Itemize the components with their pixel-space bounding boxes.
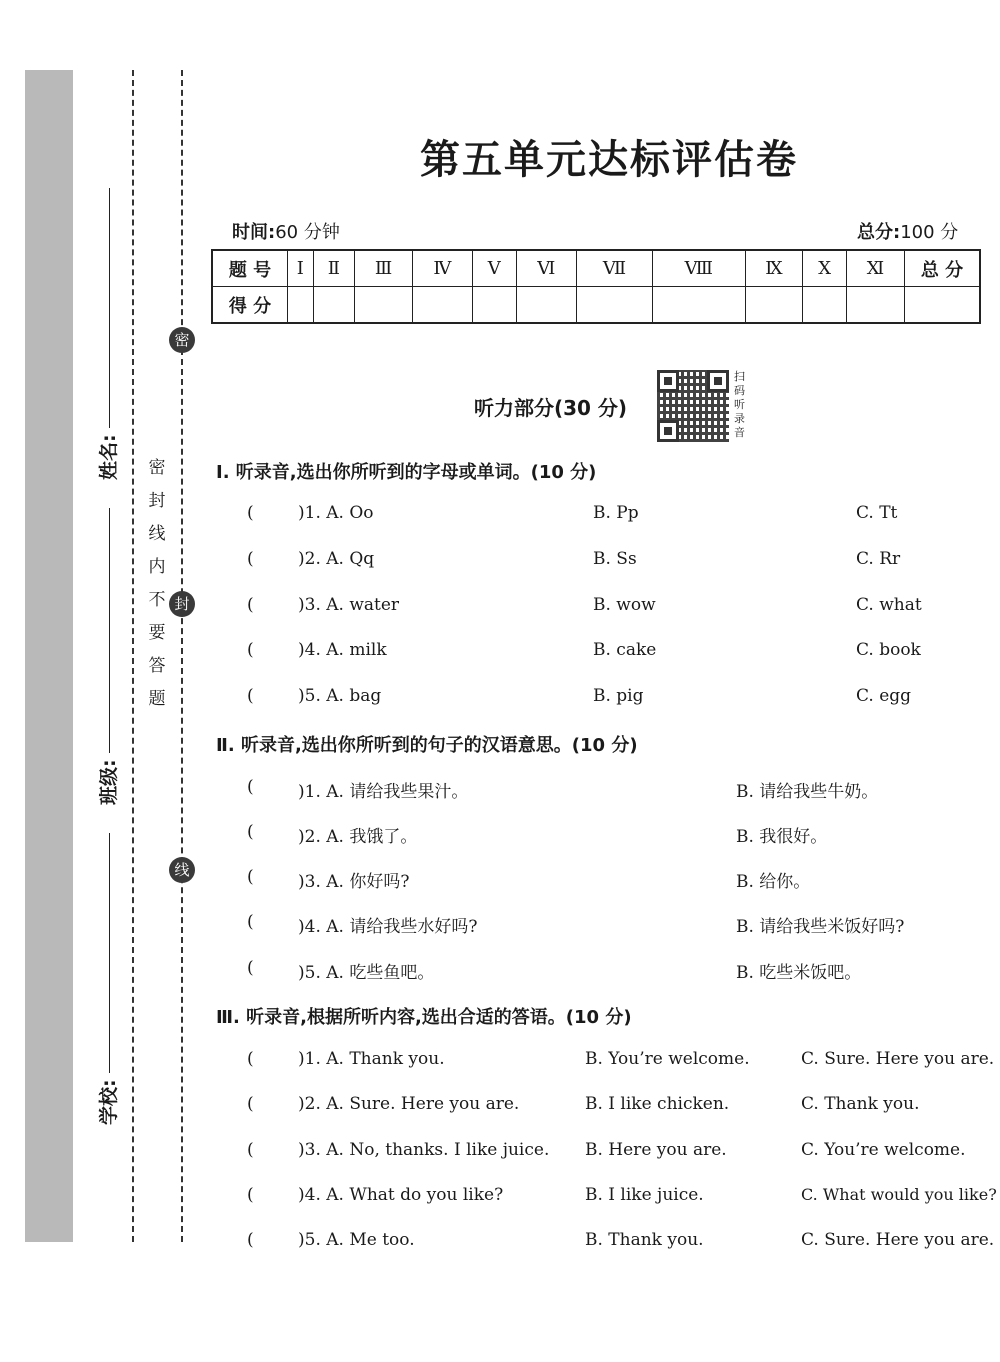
school-blank-line[interactable] [109, 833, 110, 1073]
row-label-question-number: 题 号 [212, 250, 288, 287]
option-b: B. You’re welcome. [585, 1049, 750, 1069]
time-label: 时间: [232, 222, 276, 243]
option-c: C. Rr [856, 549, 901, 569]
score-cell[interactable] [288, 287, 314, 324]
question-stem: )1. A. Oo [298, 503, 374, 523]
score-cell[interactable] [846, 287, 904, 324]
col-label: Ⅷ [653, 250, 745, 287]
answer-blank[interactable]: ( [247, 867, 254, 887]
col-label: Ⅸ [745, 250, 803, 287]
part-2-heading: Ⅱ. 听录音,选出你所听到的句子的汉语意思。(10 分) [216, 735, 638, 756]
option-b: B. 请给我些牛奶。 [736, 782, 879, 802]
seal-warning-text: 密封线内不要答题 [148, 458, 166, 709]
qr-finder-pattern [657, 370, 679, 392]
option-b: B. wow [593, 595, 656, 615]
question-stem: )3. A. No, thanks. I like juice. [298, 1140, 550, 1160]
part-1-heading: Ⅰ. 听录音,选出你所听到的字母或单词。(10 分) [216, 462, 597, 483]
answer-blank[interactable]: ( [247, 1094, 254, 1114]
option-c: C. book [856, 640, 921, 660]
answer-blank[interactable]: ( [247, 595, 254, 615]
question-stem: )2. A. 我饿了。 [298, 827, 418, 847]
option-c: C. Thank you. [801, 1094, 920, 1114]
seal-mark-xian: 线 [169, 857, 195, 883]
binding-strip [25, 70, 73, 1242]
option-b: B. Here you are. [585, 1140, 727, 1160]
class-field[interactable] [94, 508, 121, 805]
question-stem: )2. A. Qq [298, 549, 375, 569]
score-table [211, 249, 981, 324]
option-c: C. What would you like? [801, 1185, 997, 1204]
answer-blank[interactable]: ( [247, 958, 254, 978]
col-label: Ⅳ [412, 250, 472, 287]
option-b: B. 请给我些米饭好吗? [736, 917, 905, 937]
col-label: Ⅹ [803, 250, 847, 287]
name-blank-line[interactable] [109, 188, 110, 428]
option-b: B. pig [593, 686, 644, 706]
dashed-seal-line [181, 70, 183, 1242]
answer-blank[interactable]: ( [247, 640, 254, 660]
total-score-info [857, 218, 958, 244]
score-cell-total[interactable] [905, 287, 981, 324]
question-stem: )5. A. 吃些鱼吧。 [298, 963, 435, 983]
answer-blank[interactable]: ( [247, 1230, 254, 1250]
row-label-score: 得 分 [212, 287, 288, 324]
answer-blank[interactable]: ( [247, 777, 254, 797]
option-c: C. Sure. Here you are. [801, 1230, 995, 1250]
option-b: B. I like chicken. [585, 1094, 730, 1114]
col-label: Ⅲ [355, 250, 413, 287]
col-label: Ⅵ [516, 250, 576, 287]
option-b: B. 吃些米饭吧。 [736, 963, 862, 983]
class-blank-line[interactable] [109, 508, 110, 753]
page-title: 第五单元达标评估卷 [420, 136, 798, 183]
answer-blank[interactable]: ( [247, 912, 254, 932]
total-label: 总分: [857, 222, 901, 243]
time-info [232, 218, 340, 244]
option-b: B. I like juice. [585, 1185, 704, 1205]
score-cell[interactable] [412, 287, 472, 324]
col-label: Ⅺ [846, 250, 904, 287]
col-label: Ⅰ [288, 250, 314, 287]
option-b: B. 给你。 [736, 872, 811, 892]
option-b: B. Pp [593, 503, 639, 523]
qr-code-icon[interactable] [657, 370, 729, 442]
option-c: C. You’re welcome. [801, 1140, 966, 1160]
col-label-total: 总 分 [905, 250, 981, 287]
question-stem: )4. A. What do you like? [298, 1185, 504, 1205]
col-label: Ⅱ [313, 250, 355, 287]
option-c: C. Sure. Here you are. [801, 1049, 995, 1069]
score-table-header-row [212, 250, 980, 287]
score-cell[interactable] [745, 287, 803, 324]
qr-note: 扫码听录音 [734, 370, 745, 439]
question-stem: )5. A. bag [298, 686, 382, 706]
class-label: 班级: [98, 759, 120, 805]
qr-finder-pattern [707, 370, 729, 392]
answer-blank[interactable]: ( [247, 549, 254, 569]
seal-mark-feng: 封 [169, 591, 195, 617]
option-c: C. egg [856, 686, 912, 706]
listening-section-title: 听力部分(30 分) [474, 396, 628, 420]
question-stem: )4. A. 请给我些水好吗? [298, 917, 478, 937]
option-b: B. Ss [593, 549, 637, 569]
question-stem: )5. A. Me too. [298, 1230, 415, 1250]
score-cell[interactable] [576, 287, 652, 324]
question-stem: )4. A. milk [298, 640, 387, 660]
option-b: B. 我很好。 [736, 827, 828, 847]
question-stem: )3. A. water [298, 595, 400, 615]
score-cell[interactable] [516, 287, 576, 324]
score-cell[interactable] [653, 287, 745, 324]
option-b: B. cake [593, 640, 657, 660]
col-label: Ⅶ [576, 250, 652, 287]
score-cell[interactable] [472, 287, 516, 324]
score-cell[interactable] [803, 287, 847, 324]
time-value: 60 分钟 [275, 222, 340, 243]
score-cell[interactable] [355, 287, 413, 324]
answer-blank[interactable]: ( [247, 1140, 254, 1160]
question-stem: )1. A. Thank you. [298, 1049, 445, 1069]
option-b: B. Thank you. [585, 1230, 704, 1250]
option-c: C. Tt [856, 503, 898, 523]
question-stem: )3. A. 你好吗? [298, 872, 410, 892]
total-value: 100 分 [900, 222, 959, 243]
answer-blank[interactable]: ( [247, 1185, 254, 1205]
score-cell[interactable] [313, 287, 355, 324]
answer-blank[interactable]: ( [247, 686, 254, 706]
school-field[interactable] [94, 833, 121, 1125]
name-field[interactable] [94, 188, 121, 480]
col-label: Ⅴ [472, 250, 516, 287]
answer-blank[interactable]: ( [247, 503, 254, 523]
answer-blank[interactable]: ( [247, 822, 254, 842]
name-label: 姓名: [98, 434, 120, 480]
score-table-score-row [212, 287, 980, 324]
seal-mark-mi: 密 [169, 327, 195, 353]
school-label: 学校: [98, 1079, 120, 1125]
option-c: C. what [856, 595, 922, 615]
qr-finder-pattern [657, 420, 679, 442]
question-stem: )2. A. Sure. Here you are. [298, 1094, 520, 1114]
question-stem: )1. A. 请给我些果汁。 [298, 782, 469, 802]
part-3-heading: Ⅲ. 听录音,根据所听内容,选出合适的答语。(10 分) [216, 1007, 632, 1028]
answer-blank[interactable]: ( [247, 1049, 254, 1069]
dashed-seal-line [132, 70, 134, 1242]
